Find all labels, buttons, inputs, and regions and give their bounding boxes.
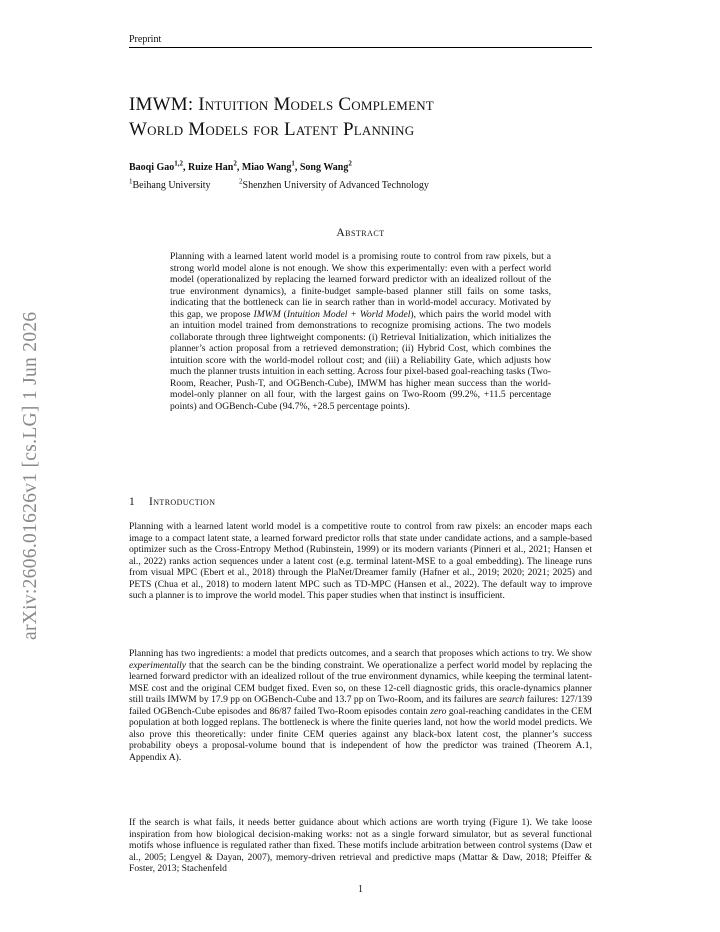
author-list <box>129 160 352 173</box>
author-affil-mark: 1,2 <box>174 160 184 168</box>
paragraph-emphasis: search <box>499 694 525 705</box>
author <box>129 162 188 173</box>
abstract-body <box>170 251 551 412</box>
abstract-heading: Abstract <box>336 227 385 239</box>
author-name: Miao Wang <box>241 162 292 174</box>
author-separator: , <box>183 162 189 174</box>
page-number: 1 <box>358 884 363 895</box>
author-name: Ruize Han <box>188 162 234 174</box>
paragraph-text: goal-reaching candidates in the CEM population at both logged replans. The bottleneck is where the finite queries land, not how the world model predicts. We also prove this theoretically: under finite CEM queries against any black-box latent cost, the planner’s success probability obeys a proposal-volume bound that is independent of how the predictor was trained (Theorem A.1, Appendix A). <box>129 705 592 763</box>
affiliation-list <box>129 178 429 191</box>
body-paragraph-1: Planning with a learned latent world model is a competitive route to control from raw pixels: an encoder maps each image to a compact latent state, a learned forward predictor rolls that state under candidate actions, and a sample-based optimizer such as the Cross-Entropy Method (Rubinstein, 1999) or its modern variants (Pinneri et al., 2021; Hansen et al., 2022) ranks action sequences under a latent cost (e.g. terminal latent-MSE to a goal embedding). The lineage runs from visual MPC (Ebert et al., 2018) through the PlaNet/Dreamer family (Hafner et al., 2019; 2020; 2021; 2025) and PETS (Chua et al., 2018) to modern latent MPC such as TD-MPC (Hansen et al., 2022). The default way to improve such a planner is to improve the world model. This paper studies when that instinct is insufficient. <box>129 521 592 601</box>
author <box>300 162 352 173</box>
affiliation <box>129 180 211 191</box>
running-head: Preprint <box>129 34 592 48</box>
title-line-1: IMWM: Intuition Models Complement <box>129 94 434 115</box>
paragraph-emphasis: experimentally <box>129 659 187 671</box>
author-name: Baoqi Gao <box>129 162 175 174</box>
paper-title <box>129 92 592 142</box>
paragraph-emphasis: zero <box>430 705 447 717</box>
affiliation-mark: 1 <box>129 178 133 186</box>
body-paragraph-3: If the search is what fails, it needs better guidance about which actions are worth trying (Figure 1). We take loose inspiration from how biological decision-making works: not as a single forward simulator, but as several functional motifs whose influence is regulated rather than fixed. These motifs include arbitration between control systems (Daw et al., 2005; Lengyel & Dayan, 2007), memory-driven retrieval and predictive maps (Mattar & Daw, 2018; Pfeiffer & Foster, 2013; Stachenfeld <box>129 817 592 874</box>
paragraph-text: that the search can be the binding constraint. We operationalize a perfect world model by replacing the learned forward predictor with an idealized rollout of the true environment dynamics, while keeping the terminal latent-MSE cost and the original CEM budget fixed. Even so, on these 12-cell diagnostic grids, this oracle-dynamics planner still trails IMWM by 17.9 pp on OGBench-Cube and 13.7 pp on Two-Room, and its failures are <box>129 659 592 705</box>
author <box>242 162 300 173</box>
author-name: Song Wang <box>299 162 349 174</box>
abstract-text: ( <box>280 308 287 320</box>
affiliation-name: Shenzhen University of Advanced Technology <box>242 180 429 192</box>
section-title: Introduction <box>149 496 216 508</box>
paragraph-text: failures: 127/139 failed OGBench-Cube episodes and 86/87 failed Two-Room episodes contain <box>129 694 592 717</box>
title-line-2: World Models for Latent Planning <box>129 119 415 140</box>
arxiv-stamp: arXiv:2606.01626v1 [cs.LG] 1 Jun 2026 <box>20 311 41 640</box>
author-separator: , <box>294 162 300 174</box>
author-affil-mark: 1 <box>291 160 295 168</box>
section-number: 1 <box>129 496 136 508</box>
section-heading <box>129 496 215 508</box>
affiliation <box>239 180 429 191</box>
body-paragraph-2 <box>129 648 592 763</box>
author-affil-mark: 2 <box>348 160 352 168</box>
author <box>188 162 242 173</box>
paragraph-text: Planning has two ingredients: a model that predicts outcomes, and a search that proposes which actions to try. We show <box>129 648 592 659</box>
affiliation-mark: 2 <box>239 178 243 186</box>
abstract-text: Planning with a learned latent world model is a promising route to control from raw pixels, but a strong world model alone is not enough. We show this experimentally: even with a perfect world model (operationalized by replacing the learned forward predictor with an idealized rollout of the true environment dynamics), a finite-budget sample-based planner still fails on some tasks, indicating that the bottleneck can lie in search rather than in world-model accuracy. Motivated by this gap, we propose <box>170 251 551 320</box>
abstract-emphasis: IMWM <box>253 308 281 320</box>
author-affil-mark: 2 <box>233 160 237 168</box>
author-separator: , <box>236 162 242 174</box>
affiliation-name: Beihang University <box>132 180 211 192</box>
abstract-emphasis: Intuition Model + World Model <box>286 308 411 320</box>
abstract-text: ), which pairs the world model with an intuition model trained from demonstrations to recognize promising actions. The two models collaborate through three lightweight components: (i) Retrieval Initialization, which initializes the planner’s action proposal from a retrieved demonstration; (ii) Hybrid Cost, which combines the intuition score with the world-model rollout cost; and (iii) a Reliability Gate, which adjusts how much the planner trusts intuition in each setting. Across four pixel-based goal-reaching tasks (Two-Room, Reacher, Push-T, and OGBench-Cube), IMWM has higher mean success than the world-model-only planner on all four, with the largest gains on Two-Room (99.2%, +11.5 percentage points) and OGBench-Cube (94.7%, +28.5 percentage points). <box>170 308 552 412</box>
